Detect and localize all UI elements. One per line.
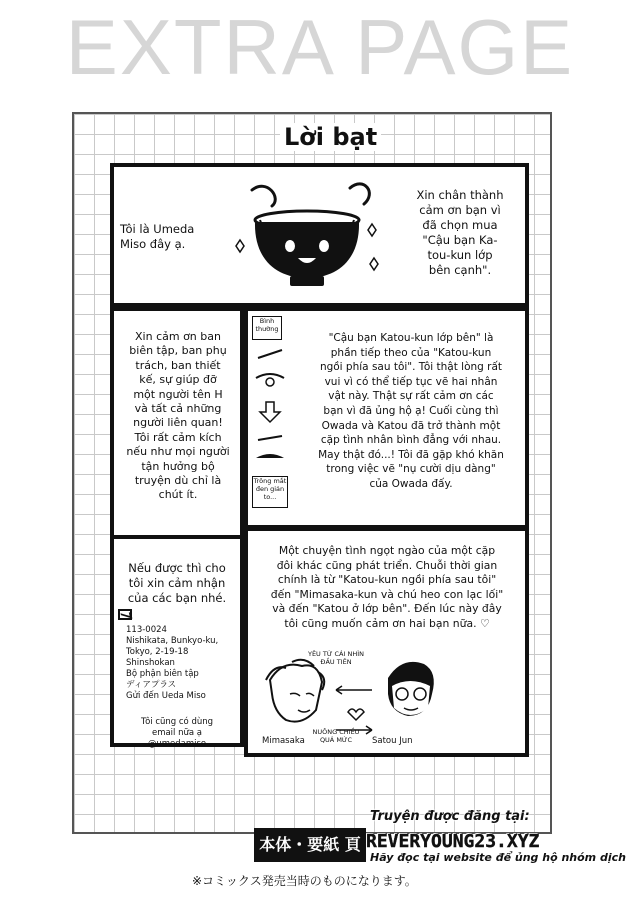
translator-site-link[interactable]: REVERYOUNG23.XYZ (366, 831, 540, 852)
extra-page-header: EXTRA PAGE (65, 3, 575, 91)
twitter-handle: @umedamiso (147, 739, 207, 749)
feedback-line: tôi xin cảm nhận (128, 576, 226, 590)
sketch-label-normal: Bình thường (252, 316, 282, 340)
ack-line: chút ít. (158, 488, 198, 502)
mailing-address (118, 609, 238, 713)
story-line: bạn vì đã ủng hộ ạ! Cuối cùng thì (323, 404, 499, 417)
story-line: trong việc vẽ "nụ cười dịu dàng" (326, 463, 496, 476)
couple-sketch-icon (252, 650, 522, 750)
greeting-text (120, 222, 194, 252)
eye-sketch-icon (252, 340, 292, 480)
thanks-text (404, 188, 516, 278)
story-line: cặp tình nhân bình đẳng với nhau. (320, 434, 502, 447)
story-line: "Cậu bạn Katou-kun lớp bên" là (328, 332, 494, 344)
thanks-line: tou-kun lớp (427, 248, 493, 262)
story-line: Owada và Katou đã trở thành một (321, 419, 501, 432)
thanks-line: đã chọn mua (422, 218, 498, 232)
story-line: May thật đó...! Tôi đã gặp khó khăn (318, 448, 504, 461)
ack-line: biên tập, ban phụ (129, 344, 227, 358)
eye-sketch-column (252, 316, 292, 512)
ack-line: nếu như mọi người (126, 445, 230, 459)
feedback-line: của các bạn nhé. (127, 591, 227, 605)
feedback-request-text (112, 561, 242, 606)
heart-icon: ♡ (479, 616, 490, 630)
greeting-line: Tôi là Umeda (120, 222, 195, 236)
ack-line: người liên quan! (133, 416, 223, 430)
ack-line: Tôi rất cảm kích (134, 430, 222, 444)
other-couple-text: Một chuyện tình ngọt ngào của một cặp đôi khác cũng phát triển. Chuỗi thời gian chính là từ "Katou-kun ngồi phía sau tôi" đến "Mimasaka-kun và chú heo con lạc lối" và đến "Katou ở lớp bên". Đến lúc này đây tôi cũng muốn cảm ơn hai bạn nữa. ♡ (270, 544, 504, 630)
afterword-title: Lời bạt (280, 123, 381, 151)
label-spoiling: NUÔNG CHIỀU QUÁ MỨC (312, 728, 360, 744)
ack-line: một người tên H (133, 387, 223, 401)
support-message: Hãy đọc tại website để ủng hộ nhóm dịch (370, 851, 626, 864)
thanks-line: cảm ơn bạn vì (419, 203, 501, 217)
couple-illustration (252, 650, 522, 750)
thanks-line: Xin chân thành (416, 188, 504, 202)
story-line: vui vì có thể tiếp tục vẽ hai nhân (324, 375, 498, 388)
feedback-line: Nếu được thì cho (128, 561, 226, 575)
ack-line: Xin cảm ơn ban (135, 330, 221, 343)
label-love-at-first-sight: YÊU TỪ CÁI NHÌN ĐẦU TIÊN (307, 650, 364, 666)
ack-line: trách, ban thiết (135, 358, 221, 372)
greeting-line: Miso đây ạ. (120, 237, 186, 251)
ack-line: và tất cả những (134, 402, 222, 416)
acknowledgements-text (114, 330, 242, 503)
ack-line: kế, sự giúp đỡ (139, 373, 217, 387)
envelope-icon (118, 609, 132, 620)
character-name-satou-jun: Satou Jun (372, 736, 413, 746)
address-text: 113-0024 Nishikata, Bunkyo-ku, Tokyo, 2-19-18 Shinshokan Bộ phận biên tập ディアプラス Gửi đến Ueda Miso (126, 625, 219, 701)
ack-line: tận hưởng bộ (141, 459, 215, 473)
price-bar: 本体・要紙 頁 (254, 828, 366, 862)
story-line: phần tiếp theo của "Katou-kun (330, 346, 492, 359)
rice-bowl-illustration (232, 168, 382, 303)
posted-at-label: Truyện được đăng tại: (370, 809, 530, 824)
thanks-line: bên cạnh". (428, 263, 492, 277)
ack-line: truyện dù chỉ là (134, 474, 222, 488)
thanks-line: "Cậu bạn Ka- (422, 233, 498, 247)
story-line: ngồi phía sau tôi". Tôi thật lòng rất (319, 361, 503, 374)
story-line: của Owada đấy. (369, 477, 453, 490)
social-contact: Tôi cũng có dùng email nữa ạ @umedamiso (112, 717, 242, 750)
character-name-mimasaka: Mimasaka (262, 736, 305, 746)
story-line: vật này. Thật sự rất cảm ơn các (328, 390, 494, 403)
footnote: ※コミックス発売当時のものになります。 (192, 874, 417, 888)
story-notes-text (300, 331, 522, 492)
sketch-label-eyes: Trông mắt đen giản to... (252, 476, 288, 508)
